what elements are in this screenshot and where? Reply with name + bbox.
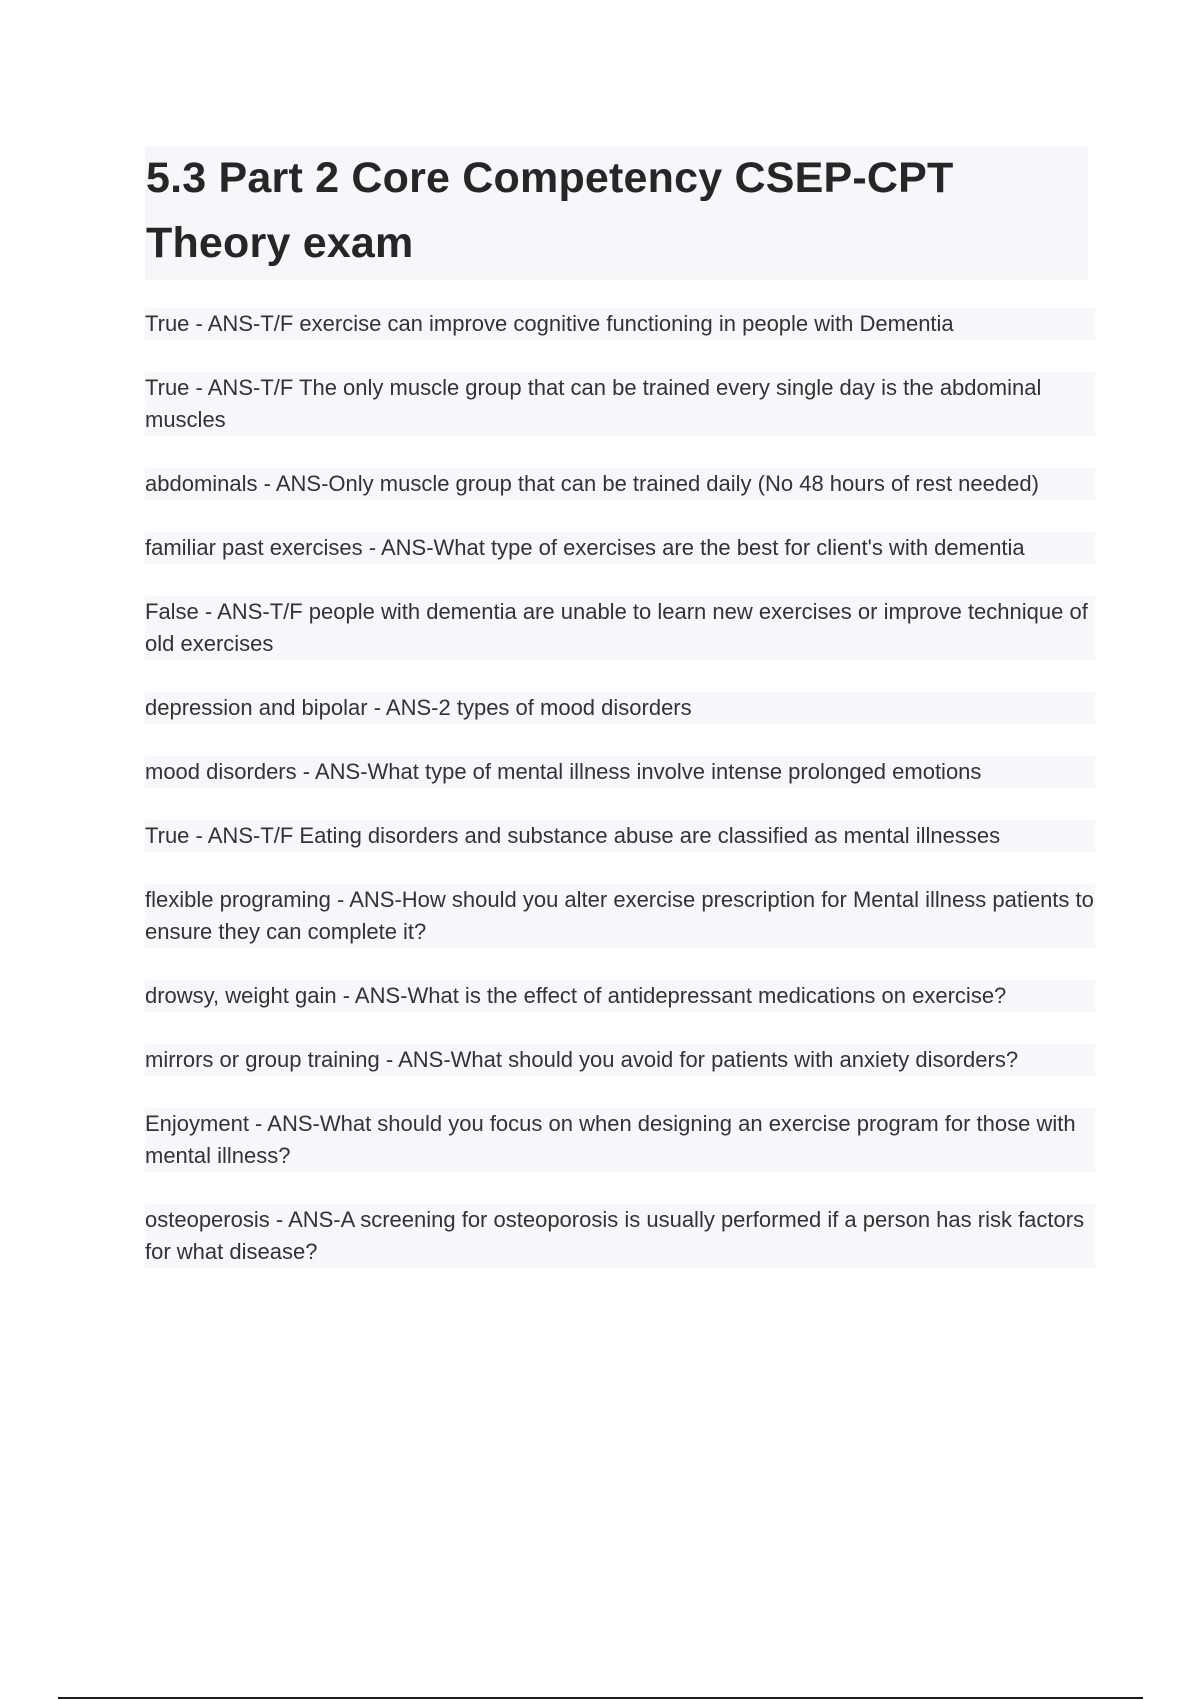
qa-text: mirrors or group training - ANS-What should you avoid for patients with anxiety disorders? (145, 1047, 1019, 1072)
qa-text: depression and bipolar - ANS-2 types of mood disorders (145, 695, 692, 720)
qa-text: familiar past exercises - ANS-What type of exercises are the best for client's with dementia (145, 535, 1025, 560)
qa-item (145, 468, 1095, 500)
qa-item (145, 980, 1095, 1012)
qa-item (145, 532, 1095, 564)
qa-item (145, 372, 1095, 436)
qa-text: True - ANS-T/F exercise can improve cognitive functioning in people with Dementia (145, 311, 954, 336)
qa-item (145, 308, 1095, 340)
qa-text: flexible programing - ANS-How should you alter exercise prescription for Mental illness patients to ensure they can complete it? (145, 887, 1094, 944)
qa-text: False - ANS-T/F people with dementia are unable to learn new exercises or improve technique of old exercises (145, 599, 1088, 656)
qa-item (145, 884, 1095, 948)
qa-item (145, 1044, 1095, 1076)
qa-item (145, 820, 1095, 852)
title-block (145, 146, 1088, 280)
qa-text: abdominals - ANS-Only muscle group that can be trained daily (No 48 hours of rest needed) (145, 471, 1039, 496)
qa-text: mood disorders - ANS-What type of mental illness involve intense prolonged emotions (145, 759, 982, 784)
qa-item (145, 1108, 1095, 1172)
qa-text: True - ANS-T/F The only muscle group that can be trained every single day is the abdominal muscles (145, 375, 1042, 432)
qa-list (145, 308, 1095, 1300)
qa-item (145, 692, 1095, 724)
qa-text: True - ANS-T/F Eating disorders and substance abuse are classified as mental illnesses (145, 823, 1001, 848)
qa-item (145, 596, 1095, 660)
footer-divider (58, 1697, 1143, 1699)
qa-item (145, 1204, 1095, 1268)
qa-text: Enjoyment - ANS-What should you focus on when designing an exercise program for those with mental illness? (145, 1111, 1076, 1168)
qa-item (145, 756, 1095, 788)
qa-text: drowsy, weight gain - ANS-What is the effect of antidepressant medications on exercise? (145, 983, 1007, 1008)
qa-text: osteoperosis - ANS-A screening for osteoporosis is usually performed if a person has risk factors for what disease? (145, 1207, 1085, 1264)
document-title: 5.3 Part 2 Core Competency CSEP-CPT Theory exam (146, 154, 954, 267)
